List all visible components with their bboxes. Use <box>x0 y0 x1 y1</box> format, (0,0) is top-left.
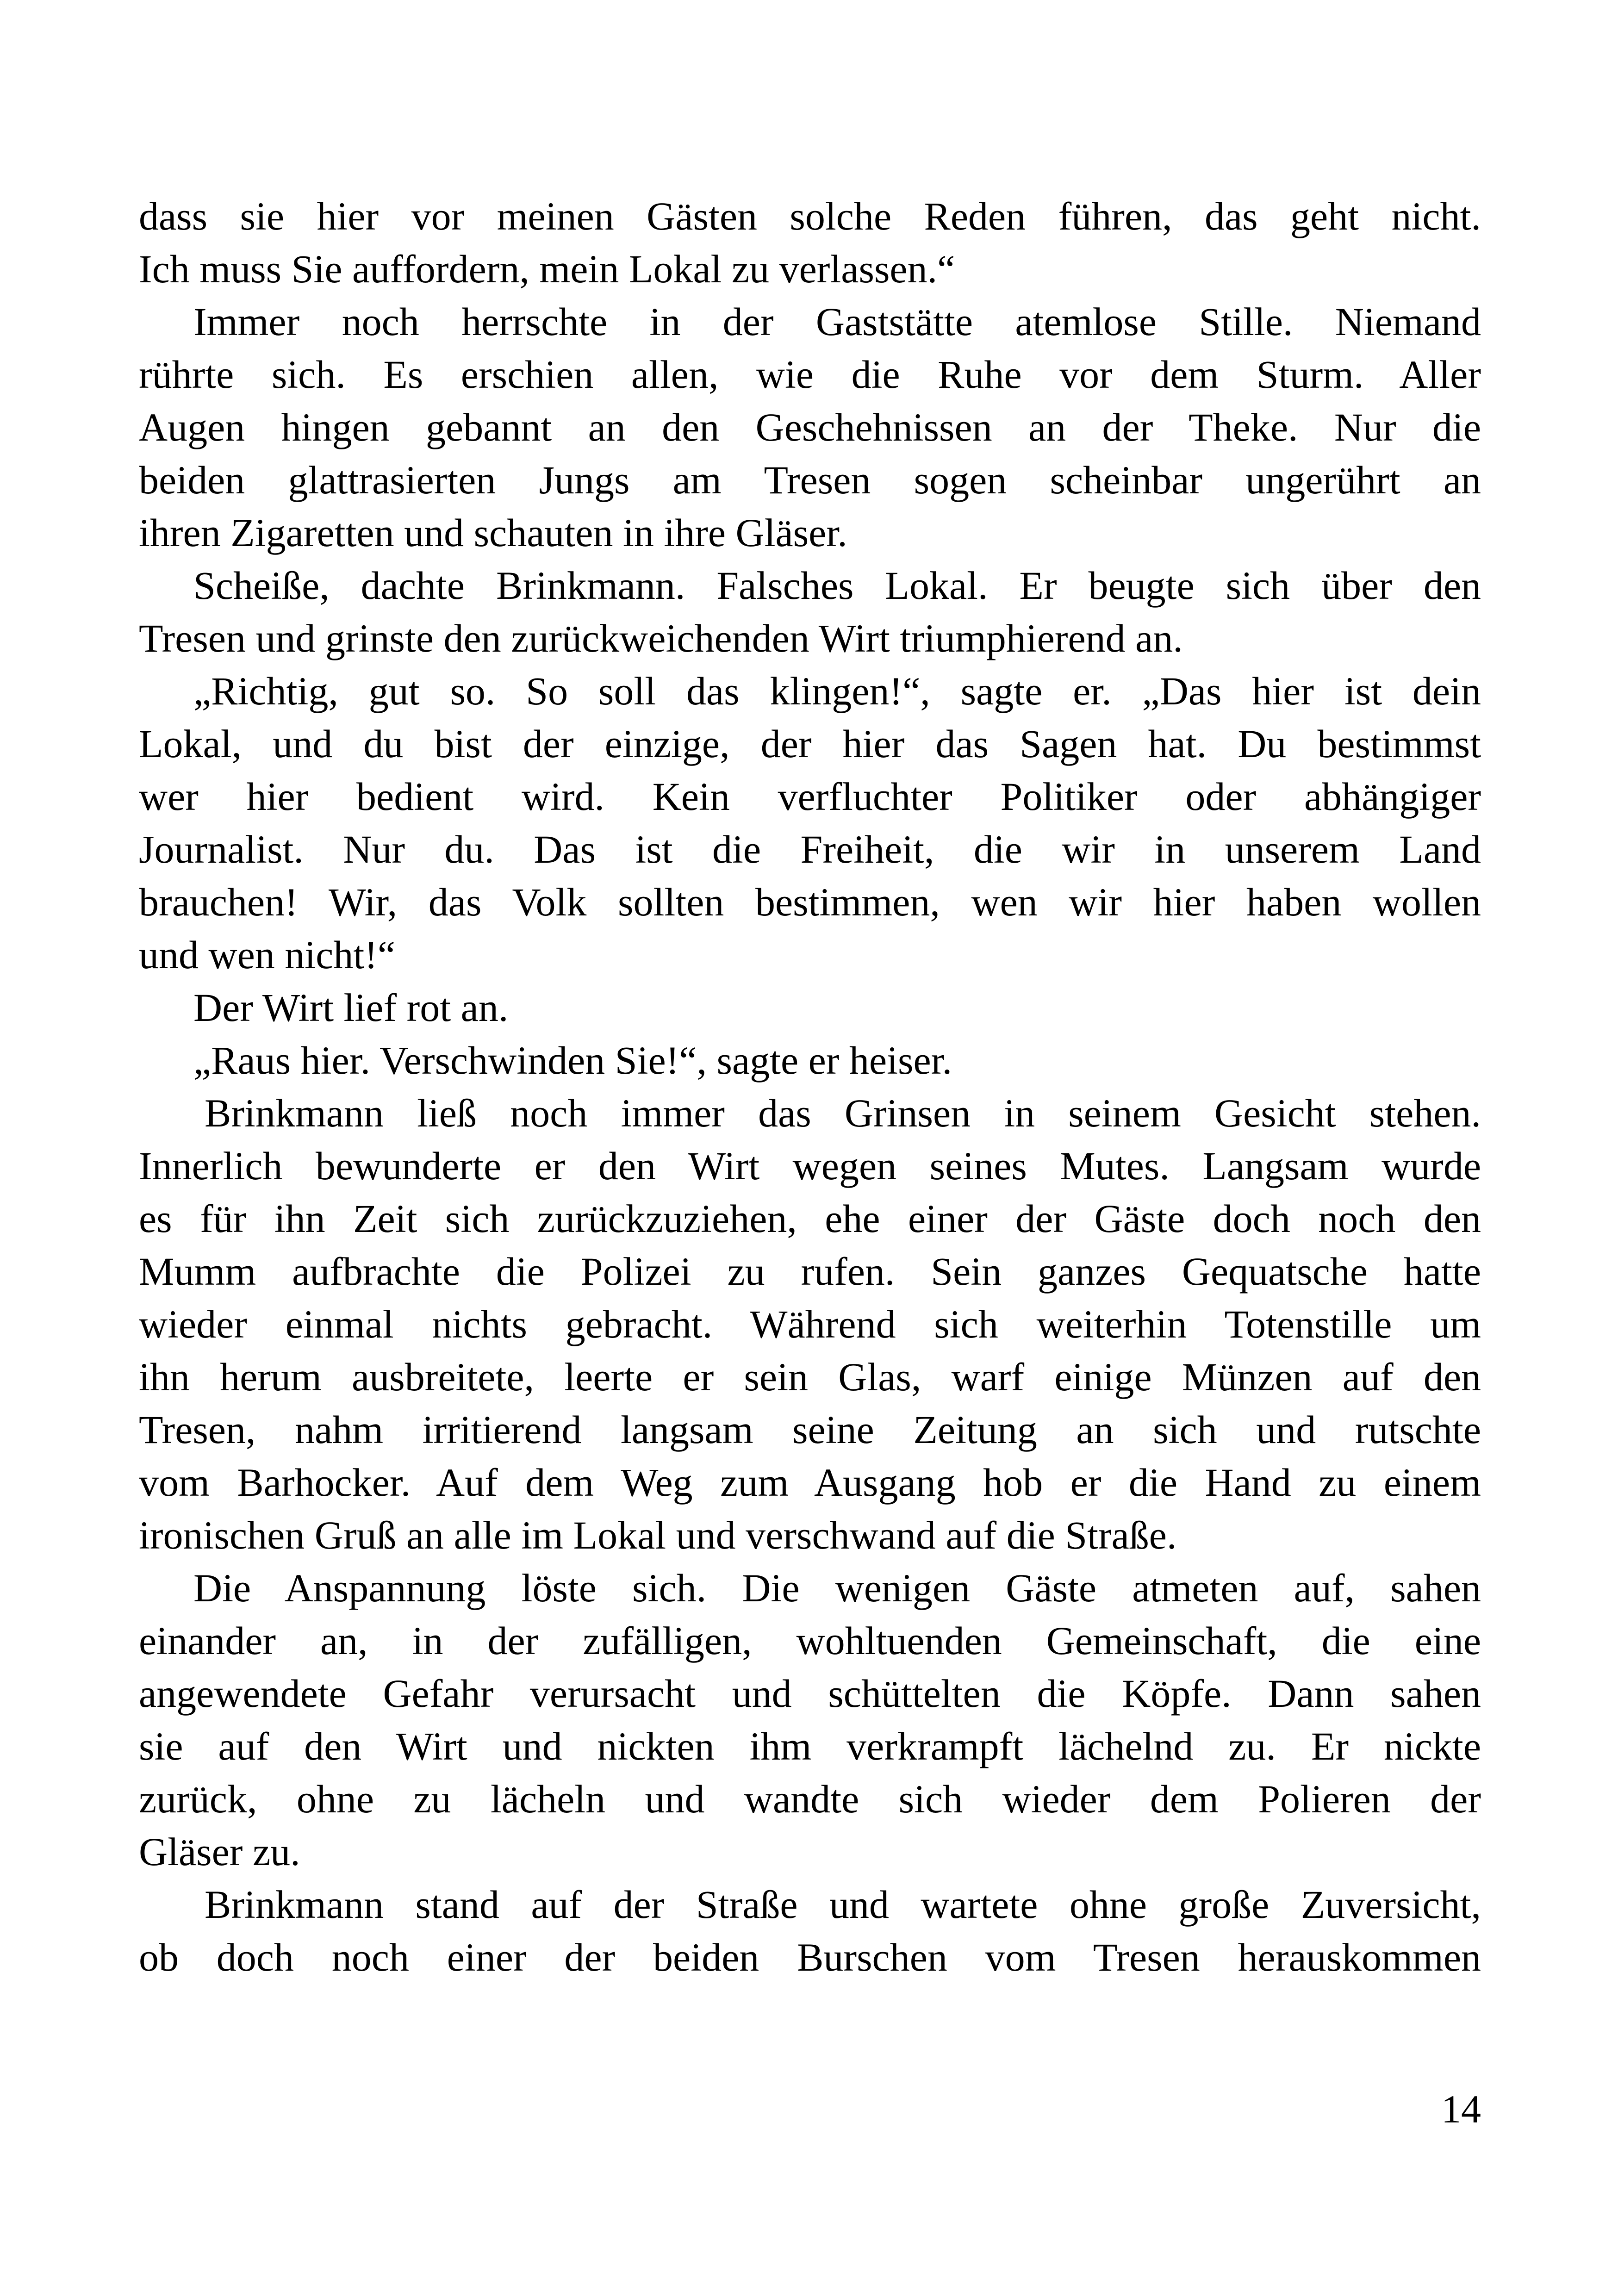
text-line: Brinkmann ließ noch immer das Grinsen in seinem Gesicht stehen. <box>205 1091 1481 1135</box>
text-line: angewendete Gefahr verursacht und schüttelten die Köpfe. Dann sahen <box>139 1671 1481 1716</box>
text-line: dass sie hier vor meinen Gästen solche Reden führen, das geht nicht. <box>139 194 1481 238</box>
text-line: Ich muss Sie auffordern, mein Lokal zu verlassen.“ <box>139 247 955 291</box>
text-line: beiden glattrasierten Jungs am Tresen sogen scheinbar ungerührt an <box>139 458 1481 502</box>
text-line: ihren Zigaretten und schauten in ihre Gläser. <box>139 510 847 555</box>
text-line: Immer noch herrschte in der Gaststätte atemlose Stille. Niemand <box>193 299 1481 344</box>
text-line: Brinkmann stand auf der Straße und wartete ohne große Zuversicht, <box>205 1882 1481 1927</box>
text-line: wer hier bedient wird. Kein verfluchter Politiker oder abhängiger <box>139 774 1481 819</box>
text-line: Augen hingen gebannt an den Geschehnissen an der Theke. Nur die <box>139 405 1481 449</box>
text-line: Mumm aufbrachte die Polizei zu rufen. Sein ganzes Gequatsche hatte <box>139 1249 1481 1294</box>
text-line: und wen nicht!“ <box>139 933 396 977</box>
text-line: vom Barhocker. Auf dem Weg zum Ausgang hob er die Hand zu einem <box>139 1460 1481 1505</box>
text-line: brauchen! Wir, das Volk sollten bestimmen, wen wir hier haben wollen <box>139 880 1481 924</box>
text-line: einander an, in der zufälligen, wohltuenden Gemeinschaft, die eine <box>139 1618 1481 1663</box>
text-line: Gläser zu. <box>139 1829 300 1874</box>
text-line: ironischen Gruß an alle im Lokal und verschwand auf die Straße. <box>139 1513 1177 1557</box>
text-line: zurück, ohne zu lächeln und wandte sich wieder dem Polieren der <box>139 1777 1481 1821</box>
text-line: Tresen, nahm irritierend langsam seine Zeitung an sich und rutschte <box>139 1407 1481 1452</box>
text-line: Scheiße, dachte Brinkmann. Falsches Lokal. Er beugte sich über den <box>193 563 1481 608</box>
body-text <box>139 190 1481 1984</box>
text-line: Innerlich bewunderte er den Wirt wegen seines Mutes. Langsam wurde <box>139 1144 1481 1188</box>
text-line: Die Anspannung löste sich. Die wenigen Gäste atmeten auf, sahen <box>193 1566 1481 1610</box>
page-number: 14 <box>1441 2087 1481 2131</box>
text-line: rührte sich. Es erschien allen, wie die Ruhe vor dem Sturm. Aller <box>139 352 1481 397</box>
text-line: es für ihn Zeit sich zurückzuziehen, ehe einer der Gäste doch noch den <box>139 1196 1481 1241</box>
text-line: wieder einmal nichts gebracht. Während sich weiterhin Totenstille um <box>139 1302 1481 1346</box>
text-line: „Raus hier. Verschwinden Sie!“, sagte er heiser. <box>193 1038 952 1083</box>
text-line: Journalist. Nur du. Das ist die Freiheit, die wir in unserem Land <box>139 827 1481 871</box>
text-line: Lokal, und du bist der einzige, der hier das Sagen hat. Du bestimmst <box>139 722 1481 766</box>
text-line: sie auf den Wirt und nickten ihm verkrampft lächelnd zu. Er nickte <box>139 1724 1481 1768</box>
text-line: ob doch noch einer der beiden Burschen vom Tresen herauskommen <box>139 1935 1481 1979</box>
text-line: Der Wirt lief rot an. <box>193 985 509 1030</box>
text-line: Tresen und grinste den zurückweichenden Wirt triumphierend an. <box>139 616 1183 660</box>
text-line: ihn herum ausbreitete, leerte er sein Glas, warf einige Münzen auf den <box>139 1355 1481 1399</box>
text-line: „Richtig, gut so. So soll das klingen!“, sagte er. „Das hier ist dein <box>193 669 1481 713</box>
